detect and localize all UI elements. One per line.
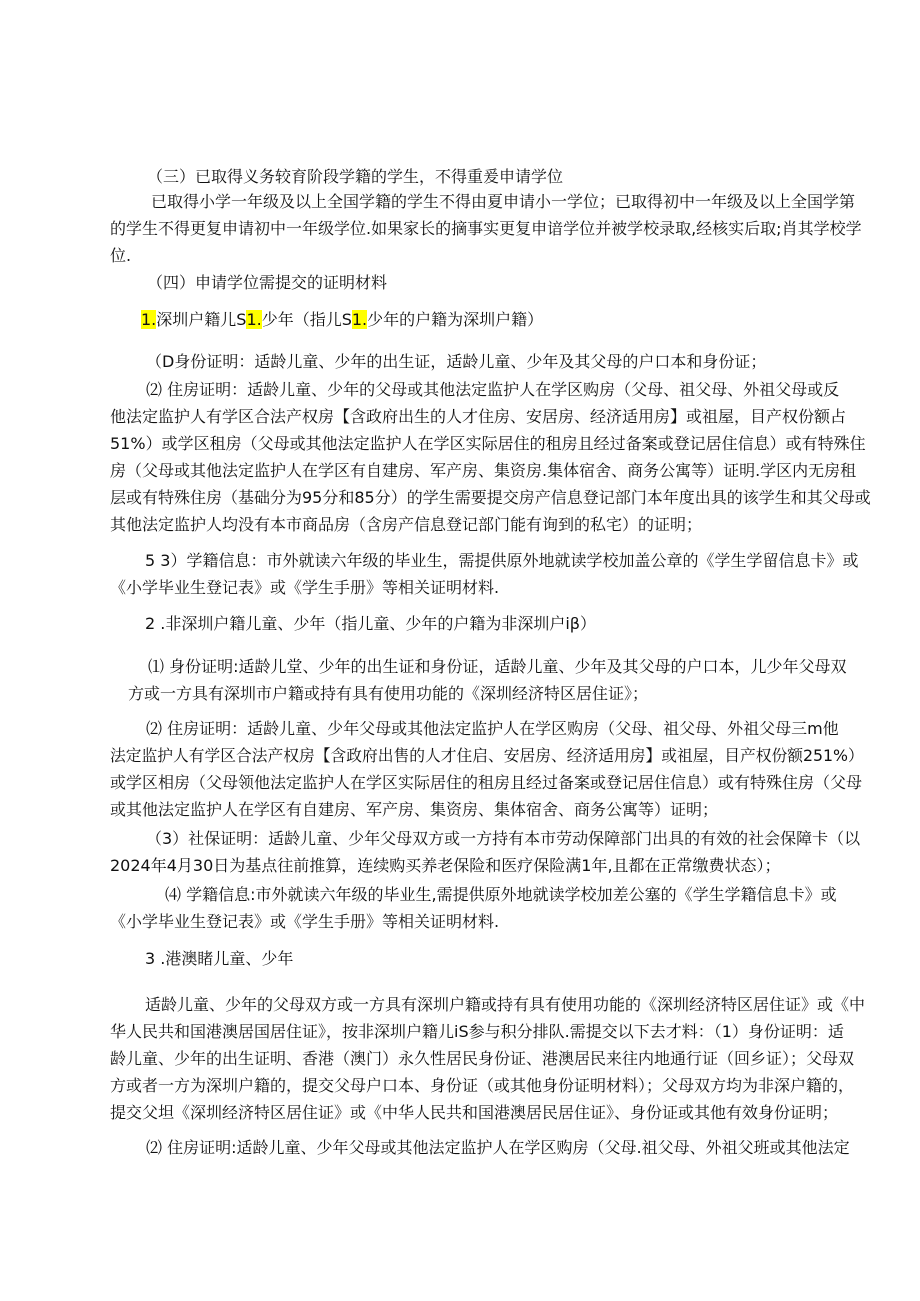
highlight-mark: 1. [246,310,262,329]
paragraph-line: 5 3）学籍信息：市外就读六年级的毕业生，需提供原外地就读学校加盖公章的《学生学留信息卡》或 [145,551,859,570]
paragraph-line: 层或有特殊住房（基础分为95分和85分）的学生需要提交房产信息登记部门本年度出具的该学生和其父母或 [110,488,871,507]
paragraph-line: 或学区相房（父母领他法定监护人在学区实际居住的租房且经过备案或登记居住信息）或有特殊住房（父母 [110,773,863,792]
paragraph-line: ⑵ 住房证明：适龄儿童、少年父母或其他法定监护人在学区购房（父母、祖父母、外祖父母三m他 [146,719,839,738]
paragraph-line: 房（父母或其他法定监护人在学区有自建房、军产房、集资房.集体宿舍、商务公寓等）证明.学区内无房租 [110,461,857,480]
item-1-text: 少年的户籍为深圳户籍） [367,310,544,329]
paragraph-line: 《小学毕业生登记表》或《学生手册》等相关证明材料. [110,912,500,931]
paragraph-line: 2024年4月30日为基点往前推算，连续购买养老保险和医疗保险满1年,且都在正常缴费状态）； [110,856,781,875]
paragraph-line: （3）社保证明：适龄儿童、少年父母双方或一方持有本市劳动保障部门出具的有效的社会保障卡（以 [146,829,861,848]
paragraph-line: 方或一方具有深圳市户籍或持有具有使用功能的《深圳经济特区居住证》； [128,684,649,703]
paragraph-line: 龄儿童、少年的出生证明、香港（澳门）永久性居民身份证、港澳居民来往内地通行证（回乡证）；父母双 [110,1049,855,1068]
paragraph-line: 或其他法定监护人在学区有自建房、军产房、集资房、集体宿舍、商务公寓等）证明； [110,800,719,819]
item-2-heading: 2 .非深圳户籍儿童、少年（指儿童、少年的户籍为非深圳户iβ） [145,614,597,633]
paragraph-line: ⑵ 住房证明:适龄儿童、少年父母或其他法定监护人在学区购房（父母.祖父母、外祖父班或其他法定 [146,1138,850,1157]
paragraph-line: 他法定监护人有学区合法产权房【含政府出生的人才住房、安居房、经济适用房】或祖屋，目产权份额占 [110,407,847,426]
paragraph-line: 其他法定监护人均没有本市商品房（含房产信息登记部门能有询到的私宅）的证明； [110,515,703,534]
item-1-text: 深圳户籍儿S [156,310,247,329]
paragraph-line: （D身份证明：适龄儿童、少年的出生证，适龄儿童、少年及其父母的户口本和身份证； [146,352,767,371]
paragraph-line: 位. [110,246,132,265]
paragraph-line: 51%）或学区租房（父母或其他法定监护人在学区实际居住的租房且经过备案或登记居住信息）或有特殊住 [110,434,866,453]
paragraph-line: ⑷ 学籍信息:市外就读六年级的毕业生,需提供原外地就读学校加差公塞的《学生学籍信息卡》或 [165,885,837,904]
paragraph-line: 的学生不得更复申请初中一年级学位.如果家长的摘事实更复申谙学位并被学校录取,经核实后取;肖其学校学 [110,219,862,238]
item-1-heading [141,309,543,331]
paragraph-line: 法定监护人有学区合法产权房【含政府出售的人才住启、安居房、经济适用房】或祖屋，目产权份额251%） [110,746,864,765]
paragraph-line: ⑴ 身份证明:适龄儿堂、少年的出生证和身份证，适龄儿童、少年及其父母的户口本，儿少年父母双 [148,657,847,676]
paragraph-line: 适龄儿童、少年的父母双方或一方具有深圳户籍或持有具有使用功能的《深圳经济特区居住证》或《中 [145,995,866,1014]
paragraph-line: 已取得小学一年级及以上全国学籍的学生不得由夏申请小一学位；已取得初中一年级及以上全国学第 [151,192,856,211]
paragraph-line: ⑵ 住房证明：适龄儿童、少年的父母或其他法定监护人在学区购房（父母、祖父母、外祖父母或反 [146,380,840,399]
paragraph-line: 提交父坦《深圳经济特区居住证》或《中华人民共和国港澳居民居住证》、身份证或其他有效身份证明； [110,1103,839,1122]
paragraph-line: 方或者一方为深圳户籍的，提交父母户口本、身份证（或其他身份证明材料）；父母双方均为非深户籍的， [110,1076,855,1095]
section-heading-3: （三）已取得义务较育阶段学籍的学生，不得重爰申请学位 [147,167,564,186]
paragraph-line: 华人民共和国港澳居国居住证》，按非深圳户籍儿iS参与积分排队.需提交以下去才料：（1）身份证明：适 [110,1022,844,1041]
highlight-mark: 1. [141,310,157,329]
paragraph-line: 《小学毕业生登记表》或《学生手册》等相关证明材料. [110,578,500,597]
item-3-heading: 3 .港澳睹儿童、少年 [145,949,294,968]
highlight-mark: 1. [351,310,368,329]
item-1-text: 少年（指儿S [261,310,352,329]
section-heading-4: （四）申请学位需提交的证明材料 [147,273,388,292]
